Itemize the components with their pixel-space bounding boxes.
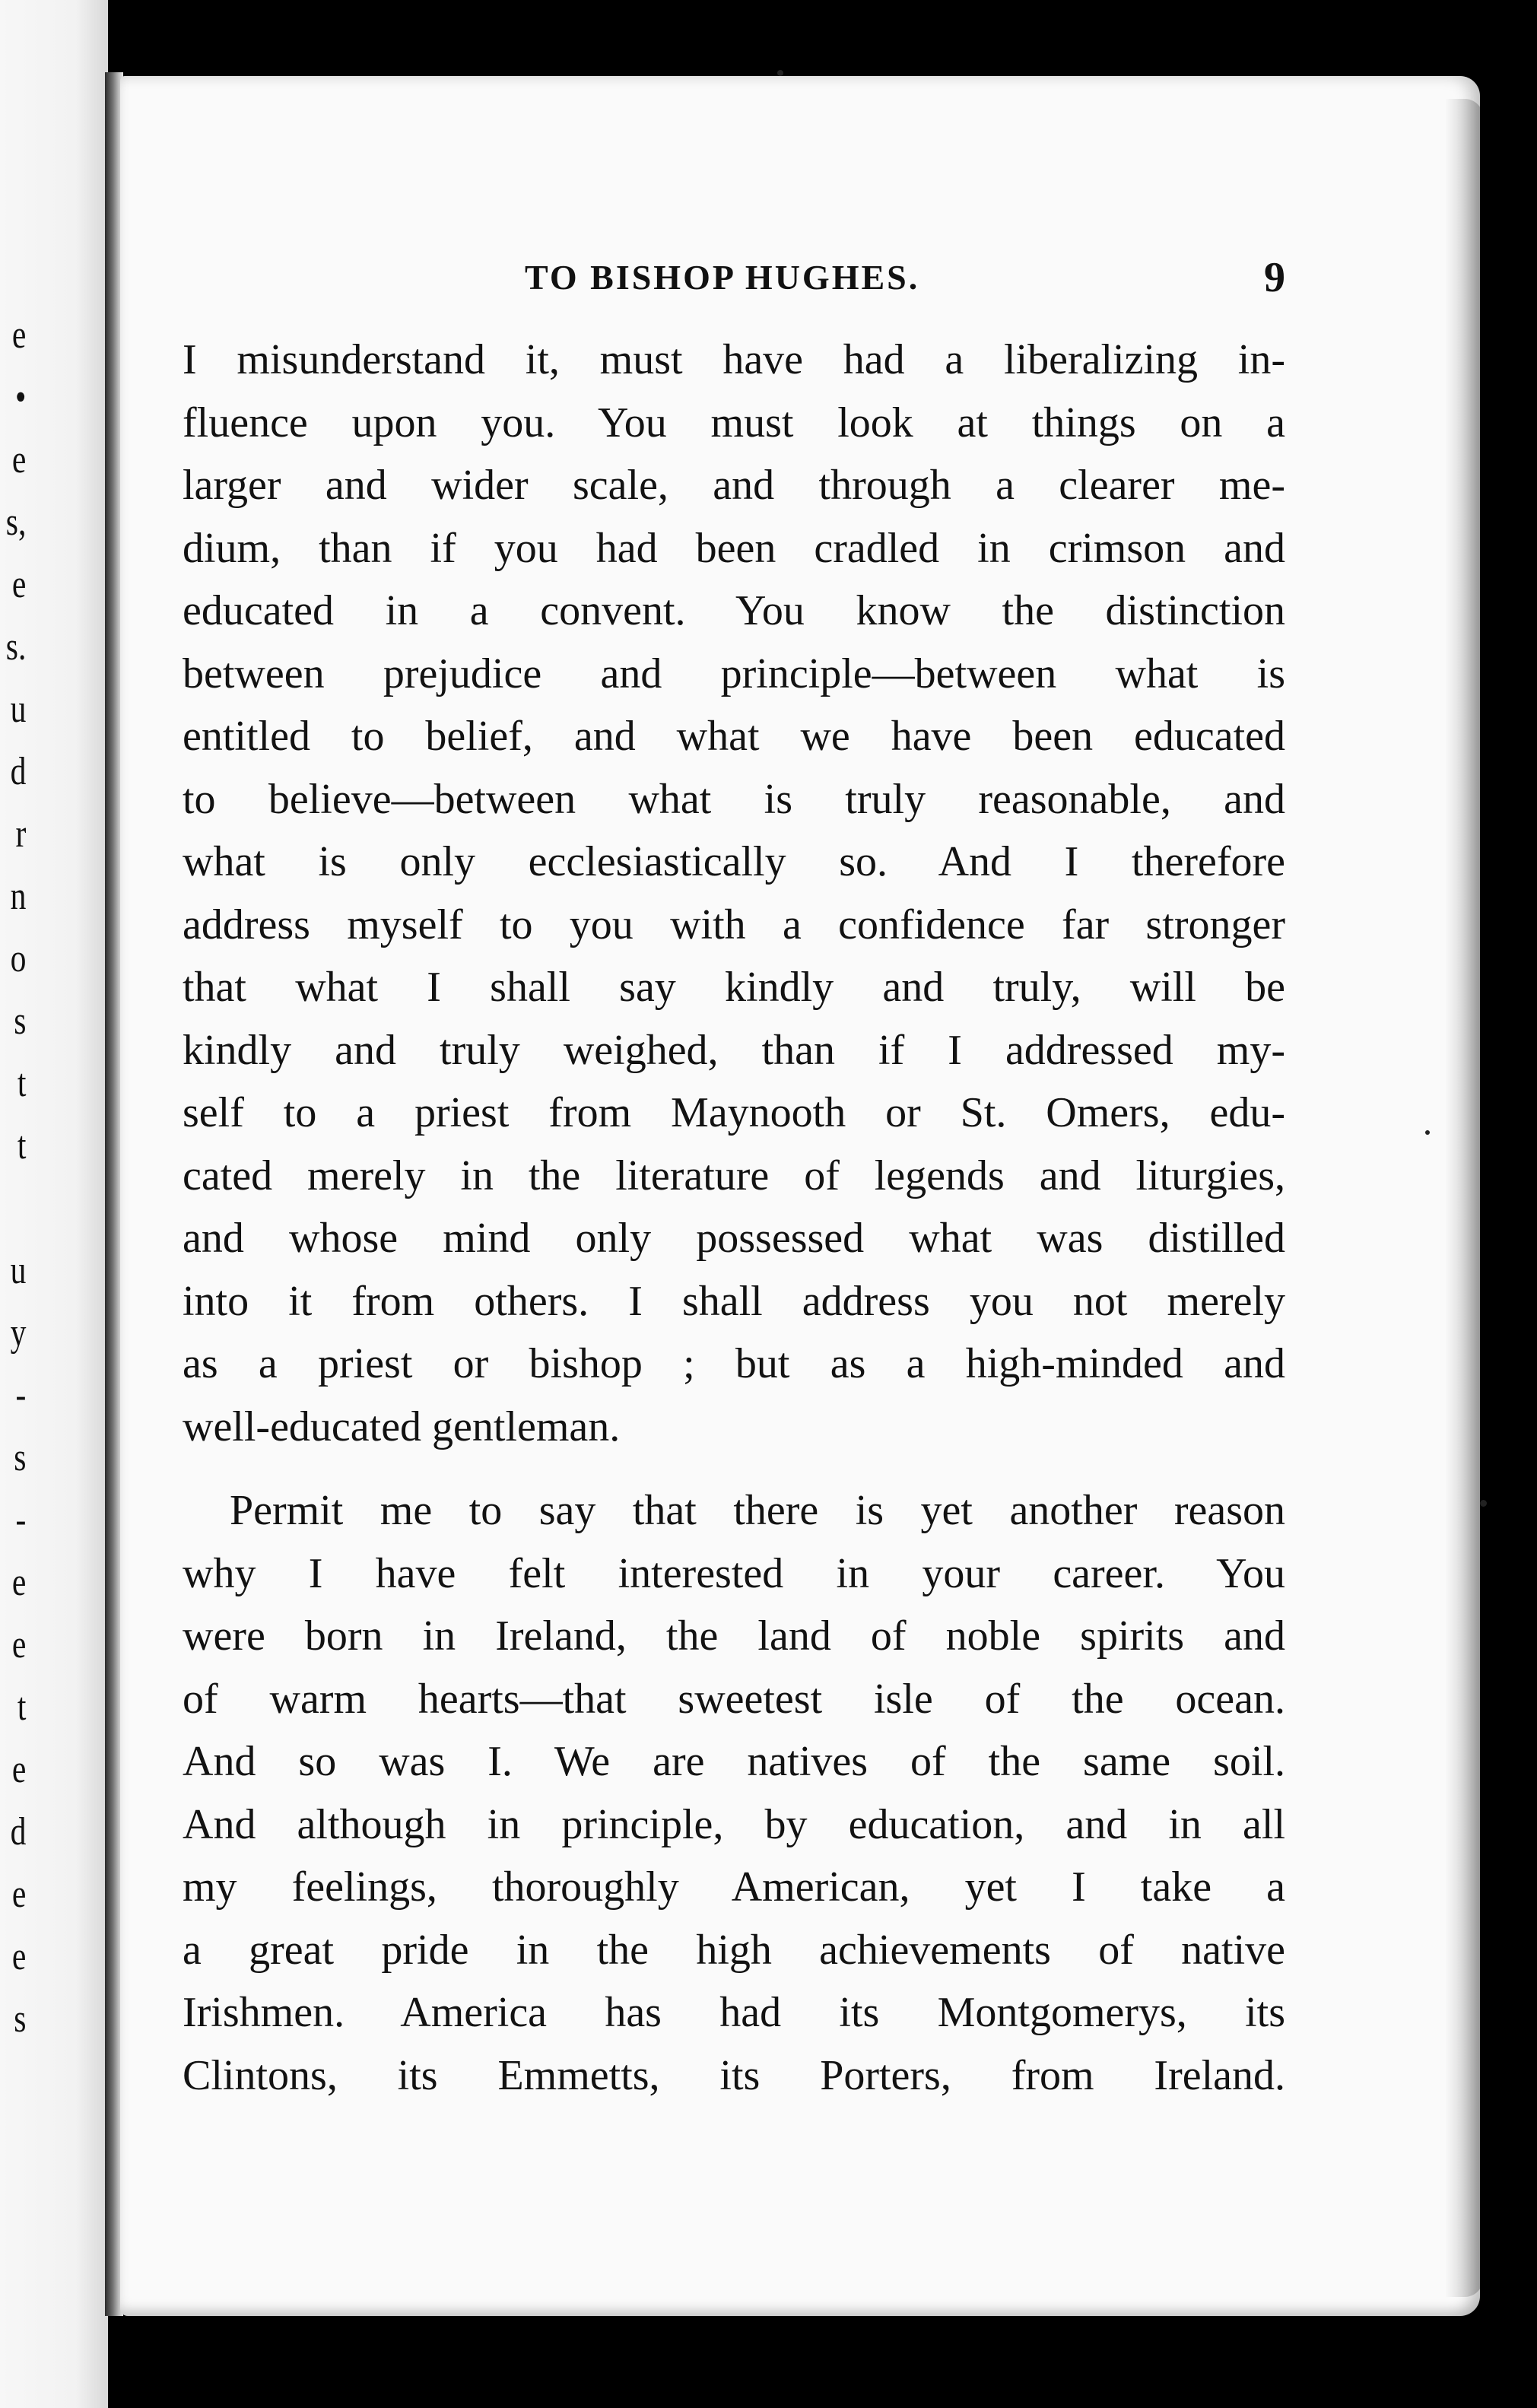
- fragment: [3, 1177, 27, 1240]
- text-line: fluence upon you. You must look at things on a: [183, 399, 1285, 446]
- text-line: into it from others. I shall address you not merely: [183, 1277, 1285, 1325]
- fragment: t: [17, 1685, 27, 1729]
- fragment: u: [10, 688, 27, 731]
- text-line: what is only ecclesiastically so. And I therefore: [183, 838, 1285, 885]
- fragment: -: [15, 1498, 27, 1542]
- page-number: 9: [1264, 254, 1285, 301]
- text-line: Clintons, its Emmetts, its Porters, from Ireland.: [183, 2051, 1285, 2099]
- paragraph-gap: [183, 1458, 1285, 1479]
- fragment: d: [10, 750, 27, 793]
- text-line: to believe—between what is truly reasonable, and: [183, 775, 1285, 823]
- text-line: that what I shall say kindly and truly, will be: [183, 964, 1285, 1011]
- text-line: were born in Ireland, the land of noble spirits and: [183, 1612, 1285, 1660]
- fragment: e: [11, 438, 27, 481]
- text-line: educated in a convent. You know the distinction: [183, 587, 1285, 634]
- fragment: e: [11, 563, 27, 606]
- text-line: between prejudice and principle—between what is: [183, 650, 1285, 697]
- fragment: s: [14, 999, 27, 1043]
- text-line: Permit me to say that there is yet another reason: [230, 1487, 1285, 1534]
- fragment: e: [11, 1935, 27, 1978]
- fragment: e: [11, 313, 27, 357]
- facing-page-edge: [0, 0, 108, 2408]
- text-line: as a priest or bishop ; but as a high-minded and: [183, 1340, 1285, 1387]
- page-edge-shadow: [1445, 99, 1483, 2297]
- ink-speck: [777, 70, 783, 76]
- text-line: a great pride in the high achievements of native: [183, 1926, 1285, 1974]
- fragment: e: [11, 1623, 27, 1666]
- fragment: s: [14, 1436, 27, 1479]
- text-line: entitled to belief, and what we have been educated: [183, 713, 1285, 760]
- fragment: o: [10, 937, 27, 980]
- text-line: my feelings, thoroughly American, yet I take a: [183, 1863, 1285, 1911]
- text-line: well-educated gentleman.: [183, 1403, 621, 1450]
- text-line: and whose mind only possessed what was distilled: [183, 1215, 1285, 1262]
- ink-speck: [1480, 1500, 1487, 1507]
- fragment: e: [11, 1561, 27, 1604]
- fragment: r: [15, 812, 27, 856]
- body-text: [183, 329, 1285, 2107]
- fragment: n: [10, 875, 27, 918]
- text-line: kindly and truly weighed, than if I addressed my-: [183, 1026, 1285, 1074]
- text-line: self to a priest from Maynooth or St. Omers, edu-: [183, 1089, 1285, 1136]
- text-line: And so was I. We are natives of the same soil.: [183, 1738, 1285, 1785]
- fragment: -: [15, 1374, 27, 1417]
- paragraph: [183, 329, 1285, 1458]
- text-line: of warm hearts—that sweetest isle of the ocean.: [183, 1675, 1285, 1723]
- text-line: Irishmen. America has had its Montgomerys, its: [183, 1989, 1285, 2036]
- running-head: TO BISHOP HUGHES.: [525, 258, 920, 297]
- paragraph: [183, 1479, 1285, 2107]
- fragment: s,: [5, 500, 27, 544]
- text-line: larger and wider scale, and through a clearer me-: [183, 462, 1285, 509]
- page-header: [183, 251, 1285, 304]
- fragment: y: [10, 1311, 27, 1355]
- fragment: t: [17, 1062, 27, 1105]
- text-line: I misunderstand it, must have had a liberalizing in-: [183, 336, 1285, 383]
- fragment: u: [10, 1249, 27, 1292]
- fragment: s: [14, 1997, 27, 2041]
- text-line: dium, than if you had been cradled in crimson and: [183, 524, 1285, 572]
- fragment: d: [10, 1810, 27, 1854]
- fragment: s.: [5, 625, 27, 669]
- fragment: t: [17, 1124, 27, 1167]
- fragment: •: [14, 376, 27, 419]
- facing-page-fragments: [0, 304, 30, 2051]
- fragment: e: [11, 1748, 27, 1791]
- text-line: why I have felt interested in your career. You: [183, 1549, 1285, 1597]
- ink-speck: [1425, 1130, 1430, 1135]
- text-line: And although in principle, by education, and in all: [183, 1800, 1285, 1848]
- text-line: cated merely in the literature of legends and liturgies,: [183, 1152, 1285, 1199]
- text-line: address myself to you with a confidence far stronger: [183, 901, 1285, 948]
- fragment: e: [11, 1873, 27, 1916]
